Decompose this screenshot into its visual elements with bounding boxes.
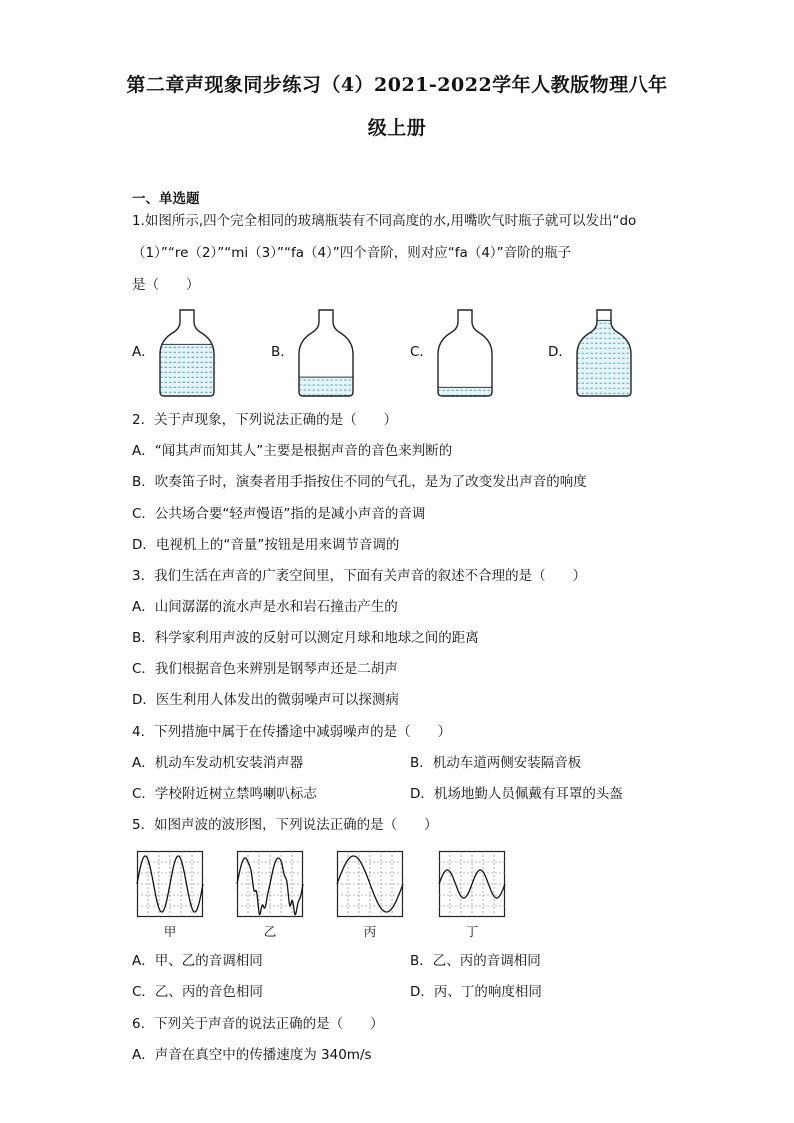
q4-stem: 4．下列措施中属于在传播途中减弱噪声的是（ ） <box>132 724 452 740</box>
q4-option-c: C．学校附近树立禁鸣喇叭标志 <box>132 786 317 802</box>
waveform-yi <box>237 851 303 917</box>
q2-option-d: D．电视机上的“音量”按钮是用来调节音调的 <box>132 537 400 553</box>
q5-stem: 5．如图声波的波形图，下列说法正确的是（ ） <box>132 817 438 833</box>
waveform-label-bing: 丙 <box>363 924 377 939</box>
page-title-line2: 级上册 <box>367 117 427 139</box>
q1-option-d-label: D． <box>548 344 572 360</box>
waveform-label-ding: 丁 <box>465 924 479 939</box>
section-heading: 一、单选题 <box>132 191 200 207</box>
q1-stem-line2: （1）”“re（2）”“mi（3）”“fa（4）”四个音阶，则对应“fa（4）”音阶的瓶子 <box>132 245 572 261</box>
q3-option-d: D．医生利用人体发出的微弱噪声可以探测病 <box>132 692 399 708</box>
bottle-b <box>297 308 355 398</box>
water-fill <box>575 320 633 398</box>
q2-option-b: B．吹奏笛子时，演奏者用手指按住不同的气孔，是为了改变发出声音的响度 <box>132 474 587 490</box>
waveform-label-jia: 甲 <box>163 924 177 939</box>
bottle-outline <box>438 310 492 396</box>
water-fill <box>158 344 216 398</box>
q6-option-a: A．声音在真空中的传播速度为 340m/s <box>132 1047 372 1063</box>
q3-option-c: C．我们根据音色来辨别是钢琴声还是二胡声 <box>132 661 398 677</box>
q3-option-a: A．山间潺潺的流水声是水和岩石撞击产生的 <box>132 599 398 615</box>
q1-option-c-label: C． <box>410 344 433 360</box>
q1-option-b-label: B． <box>271 344 294 360</box>
q3-option-b: B．科学家利用声波的反射可以测定月球和地球之间的距离 <box>132 630 479 646</box>
waveform-label-yi: 乙 <box>263 924 277 939</box>
q5-option-d: D．丙、丁的响度相同 <box>410 984 542 1000</box>
page-title-line1: 第二章声现象同步练习（4）2021-2022学年人教版物理八年 <box>126 74 668 96</box>
bottle-d <box>575 308 633 398</box>
q1-stem-line3: 是（ ） <box>132 277 200 293</box>
bottle-a <box>158 308 216 398</box>
water-fill <box>297 377 355 398</box>
bottle-c <box>436 308 494 398</box>
waveform-jia <box>137 851 203 917</box>
q4-option-b: B．机动车道两侧安装隔音板 <box>410 755 582 771</box>
q4-option-a: A．机动车发动机安装消声器 <box>132 755 304 771</box>
q2-option-a: A．“闻其声而知其人”主要是根据声音的音色来判断的 <box>132 443 453 459</box>
q5-option-c: C．乙、丙的音色相同 <box>132 984 263 1000</box>
q4-option-d: D．机场地勤人员佩戴有耳罩的头盔 <box>410 786 623 802</box>
waveform-bing <box>337 851 403 917</box>
q2-option-c: C．公共场合要“轻声慢语”指的是减小声音的音调 <box>132 506 426 522</box>
q6-stem: 6．下列关于声音的说法正确的是（ ） <box>132 1016 384 1032</box>
q1-option-a-label: A． <box>132 344 155 360</box>
q3-stem: 3．我们生活在声音的广袤空间里，下面有关声音的叙述不合理的是（ ） <box>132 568 587 584</box>
q1-stem-line1: 1.如图所示,四个完全相同的玻璃瓶装有不同高度的水,用嘴吹气时瓶子就可以发出“do <box>132 213 637 229</box>
q5-option-a: A．甲、乙的音调相同 <box>132 953 263 969</box>
q2-stem: 2．关于声现象，下列说法正确的是（ ） <box>132 412 398 428</box>
waveform-ding <box>439 851 505 917</box>
q5-option-b: B．乙、丙的音调相同 <box>410 953 541 969</box>
